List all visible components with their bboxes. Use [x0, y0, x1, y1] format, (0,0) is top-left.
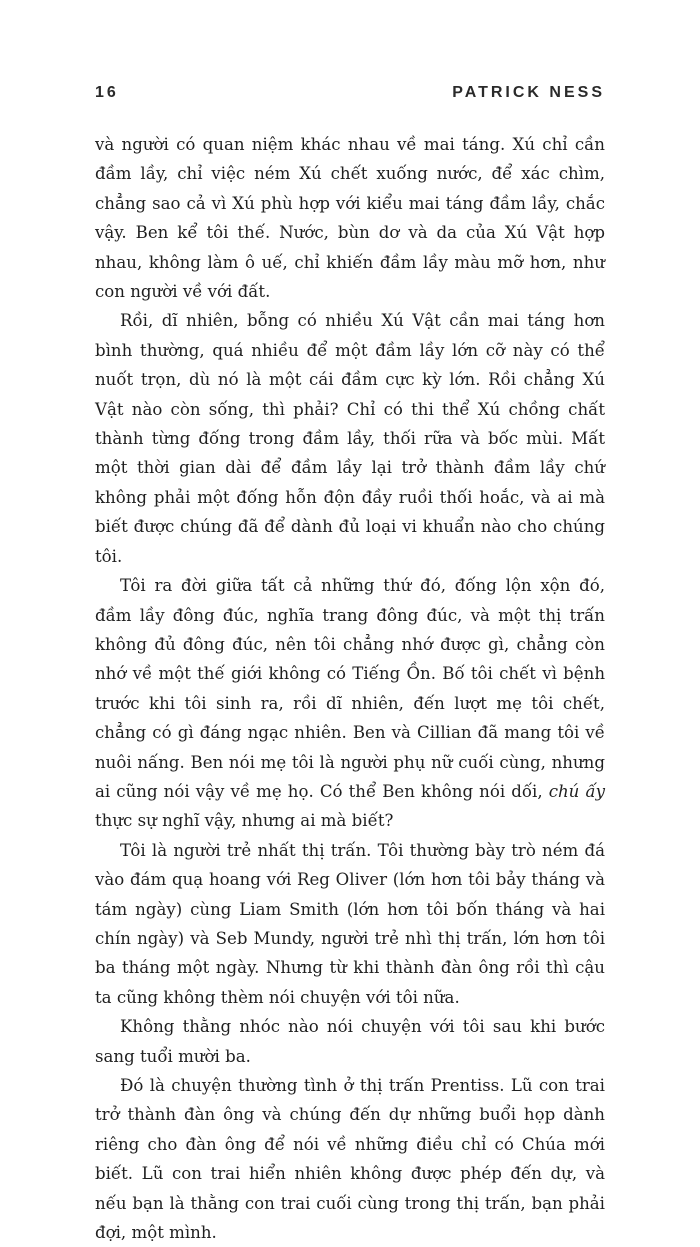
paragraph-4	[95, 836, 605, 1012]
paragraph-6	[95, 1071, 605, 1247]
paragraph-2	[95, 306, 605, 571]
paragraph-1	[95, 130, 605, 306]
paragraph-5-text: Không thằng nhóc nào nói chuyện với tôi sau khi bước sang tuổi mười ba.	[95, 1017, 605, 1066]
running-header-author: PATRICK NESS	[452, 84, 605, 101]
paragraph-3	[95, 571, 605, 836]
page-number: 16	[95, 84, 119, 101]
paragraph-1-text: và người có quan niệm khác nhau về mai táng. Xú chỉ cần đầm lầy, chỉ việc ném Xú chết xuống nước, để xác chìm, chẳng sao cả vì Xú phù hợp với kiểu mai táng đầm lầy, chắc vậy. Ben kể tôi thế. Nước, bùn dơ và da của Xú Vật hợp nhau, không làm ô uế, chỉ khiến đầm lầy màu mỡ hơn, như con người về với đất.	[95, 135, 605, 302]
paragraph-3-emphasis: chú ấy	[548, 781, 605, 801]
paragraph-2-text: Rồi, dĩ nhiên, bỗng có nhiều Xú Vật cần mai táng hơn bình thường, quá nhiều để một đầm lầy lớn cỡ này có thể nuốt trọn, dù nó là một cái đầm cực kỳ lớn. Rồi chẳng Xú Vật nào còn sống, thì phải? Chỉ có thi thể Xú chồng chất thành từng đống trong đầm lầy, thối rữa và bốc mùi. Mất một thời gian dài để đầm lầy lại trở thành đầm lầy chứ không phải một đống hỗn độn đầy ruồi thối hoắc, và ai mà biết được chúng đã để dành đủ loại vi khuẩn nào cho chúng tôi.	[95, 311, 605, 566]
body-text	[95, 130, 605, 1247]
paragraph-4-text: Tôi là người trẻ nhất thị trấn. Tôi thường bày trò ném đá vào đám quạ hoang với Reg Oliver (lớn hơn tôi bảy tháng và tám ngày) cùng Liam Smith (lớn hơn tôi bốn tháng và hai chín ngày) và Seb Mundy, người trẻ nhì thị trấn, lớn hơn tôi ba tháng một ngày. Nhưng từ khi thành đàn ông rồi thì cậu ta cũng không thèm nói chuyện với tôi nữa.	[95, 840, 605, 1007]
running-header	[95, 84, 605, 108]
paragraph-3-text-after: thực sự nghĩ vậy, nhưng ai mà biết?	[95, 811, 394, 831]
paragraph-6-text: Đó là chuyện thường tình ở thị trấn Prentiss. Lũ con trai trở thành đàn ông và chúng đến dự những buổi họp dành riêng cho đàn ông để nói về những điều chỉ có Chúa mới biết. Lũ con trai hiển nhiên không được phép đến dự, và nếu bạn là thằng con trai cuối cùng trong thị trấn, bạn phải đợi, một mình.	[95, 1076, 605, 1243]
paragraph-3-text: Tôi ra đời giữa tất cả những thứ đó, đống lộn xộn đó, đầm lầy đông đúc, nghĩa trang đông đúc, và một thị trấn không đủ đông đúc, nên tôi chẳng nhớ được gì, chẳng còn nhớ về một thế giới không có Tiếng Ồn. Bố tôi chết vì bệnh trước khi tôi sinh ra, rồi dĩ nhiên, đến lượt mẹ tôi chết, chẳng có gì đáng ngạc nhiên. Ben và Cillian đã mang tôi về nuôi nấng. Ben nói mẹ tôi là người phụ nữ cuối cùng, nhưng ai cũng nói vậy về mẹ họ. Có thể Ben không nói dối,	[95, 576, 605, 801]
paragraph-5	[95, 1012, 605, 1071]
